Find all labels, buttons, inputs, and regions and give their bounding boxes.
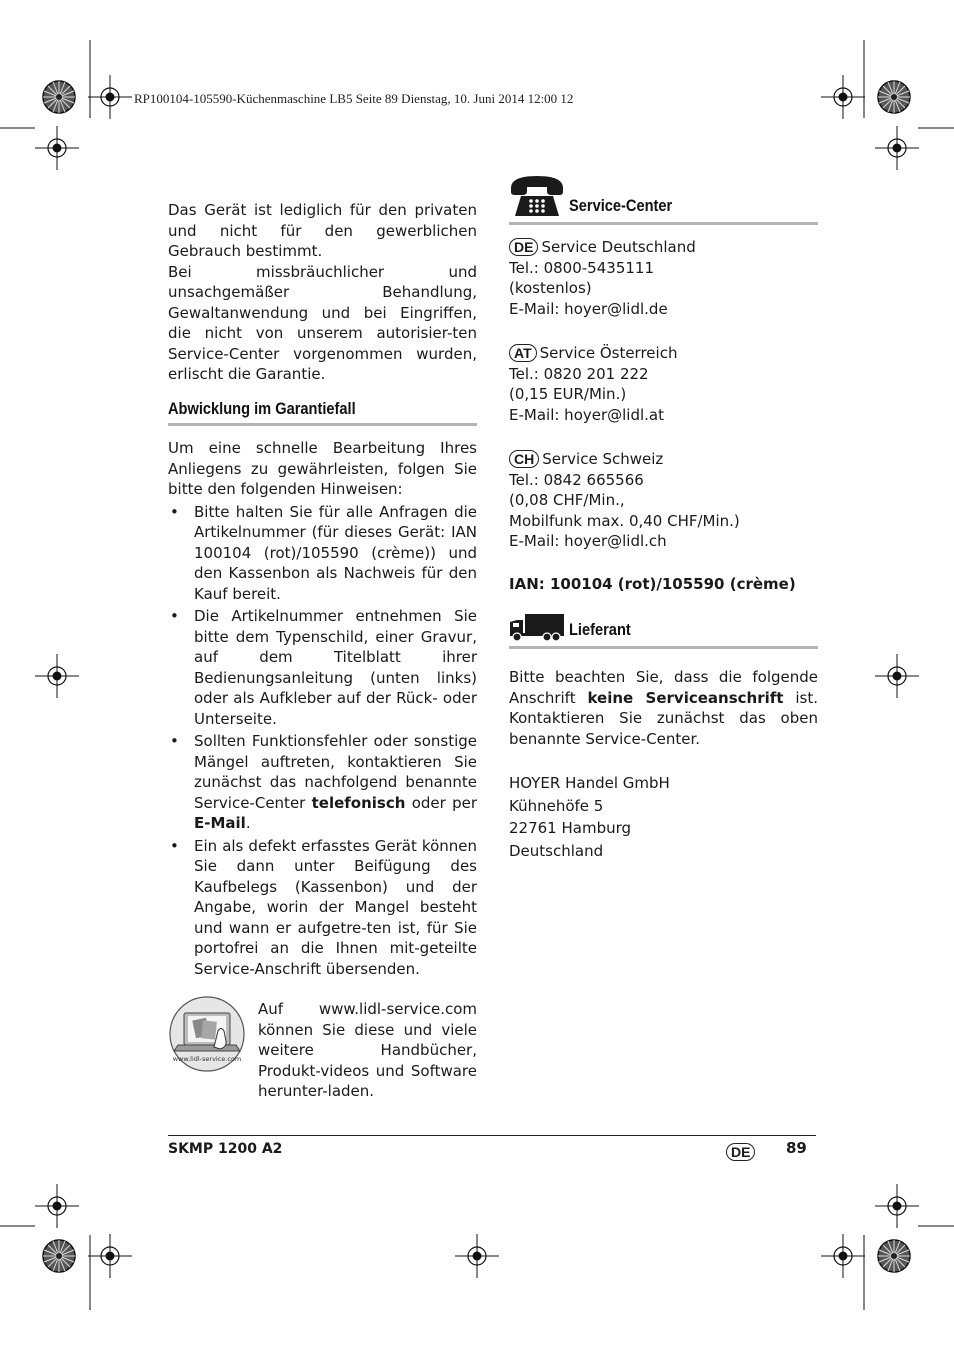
telephone-icon xyxy=(509,172,565,218)
section-title: Abwicklung im Garantiefall xyxy=(168,398,356,418)
intro-paragraph-1: Das Gerät ist lediglich für den privaten und nicht für den gewerblichen Gebrauch bestimmt. xyxy=(168,201,477,260)
supplier-paragraph xyxy=(509,667,818,749)
supplier-text-post: ist. Kontaktieren Sie zunächst das oben benannte Service-Center. xyxy=(509,688,818,748)
ian-number: IAN: 100104 (rot)/105590 (crème) xyxy=(509,574,796,593)
service-center-title: Service-Center xyxy=(569,195,673,215)
print-header: RP100104-105590-Küchenmaschine LB5 Seite 89 Dienstag, 10. Juni 2014 12:00 12 xyxy=(134,91,574,106)
footer-model-number: SKMP 1200 A2 xyxy=(168,1141,283,1157)
service-phone: Tel.: 0842 665566 xyxy=(509,470,644,489)
bullet3-text-mid: oder per xyxy=(405,793,477,812)
service-note: (kostenlos) xyxy=(509,279,592,297)
address-line: Deutschland xyxy=(509,841,604,860)
service-name: Service Schweiz xyxy=(542,450,664,468)
section-intro: Um eine schnelle Bearbeitung Ihres Anliegens zu gewährleisten, folgen Sie bitte den folgenden Hinweisen: xyxy=(168,439,477,498)
list-item xyxy=(168,731,477,834)
country-badge-de: DE xyxy=(509,238,538,256)
service-name: Service Österreich xyxy=(539,344,678,362)
lidl-service-text: Auf www.lidl-service.com können Sie diese und viele weitere Handbücher, Produkt-videos und Software herunter-laden. xyxy=(258,1000,477,1100)
country-badge-ch: CH xyxy=(509,450,539,468)
instruction-list xyxy=(168,502,477,980)
service-name: Service Deutschland xyxy=(541,238,696,256)
right-column xyxy=(509,172,818,862)
service-email: E-Mail: hoyer@lidl.at xyxy=(509,405,665,424)
lidl-service-laptop-icon xyxy=(168,995,246,1073)
address-line: Kühnehöfe 5 xyxy=(509,796,604,815)
section-heading-garantiefall xyxy=(168,399,477,427)
bullet3-text-end: . xyxy=(245,814,251,832)
service-note: (0,15 EUR/Min.) xyxy=(509,385,627,403)
address-line: HOYER Handel GmbH xyxy=(509,774,670,792)
address-line: 22761 Hamburg xyxy=(509,819,632,837)
service-phone: Tel.: 0820 201 222 xyxy=(509,364,649,383)
service-austria xyxy=(509,343,818,425)
left-column xyxy=(168,200,477,1102)
section-heading-service-center xyxy=(509,172,818,225)
list-item: • Bitte halten Sie für alle Anfragen die Artikelnummer (für dieses Gerät: IAN 100104 (rot)/105590 (crème)) und den Kassenbon als Nachweis für den Kauf bereit. xyxy=(168,502,477,605)
service-switzerland xyxy=(509,449,818,552)
intro-paragraph-2: Bei missbräuchlicher und unsachgemäßer Behandlung, Gewaltanwendung und bei Eingriffen, die nicht von unserem autorisier-ten Service-Center vorgenommen wurden, erlischt die Garantie. xyxy=(168,262,477,383)
supplier-title: Lieferant xyxy=(569,619,631,639)
footer-rule xyxy=(168,1135,816,1136)
service-email: E-Mail: hoyer@lidl.de xyxy=(509,299,668,318)
lidl-icon-url: www.lidl-service.com xyxy=(172,1055,242,1063)
truck-icon xyxy=(509,612,565,642)
bullet3-text: Sollten Funktionsfehler oder sonstige Mängel auftreten, kontaktieren Sie zunächst das nachfolgend benannte Service-Center xyxy=(194,732,477,812)
page-number: 89 xyxy=(786,1139,807,1157)
list-item: • Die Artikelnummer entnehmen Sie bitte dem Typenschild, einer Gravur, auf dem Titelblatt ihrer Bedienungsanleitung (unten links) oder als Aufkleber auf der Rück- oder Unterseite. xyxy=(168,606,477,729)
lidl-service-box xyxy=(168,999,477,1102)
country-badge-at: AT xyxy=(509,344,537,362)
service-note: (0,08 CHF/Min., xyxy=(509,491,625,509)
service-note: Mobilfunk max. 0,40 CHF/Min.) xyxy=(509,511,740,530)
bold-email: E-Mail xyxy=(194,814,246,832)
service-germany xyxy=(509,237,818,319)
supplier-text-pre: Bitte beachten Sie, dass die folgende Anschrift xyxy=(509,668,818,707)
supplier-address xyxy=(509,772,818,862)
bold-keine-serviceanschrift: keine Serviceanschrift xyxy=(587,688,784,707)
section-heading-lieferant xyxy=(509,612,818,649)
footer-country-badge: DE xyxy=(726,1143,755,1161)
list-item: • Ein als defekt erfasstes Gerät können Sie dann unter Beifügung des Kaufbelegs (Kassenbon) und der Angabe, worin der Mangel besteht und wann er aufgetre-ten ist, für Sie portofrei an die Ihnen mit-geteilte Service-Anschrift übersenden. xyxy=(168,836,477,980)
service-email: E-Mail: hoyer@lidl.ch xyxy=(509,532,667,550)
service-phone: Tel.: 0800-5435111 xyxy=(509,258,654,277)
bold-telefonisch: telefonisch xyxy=(311,793,406,812)
